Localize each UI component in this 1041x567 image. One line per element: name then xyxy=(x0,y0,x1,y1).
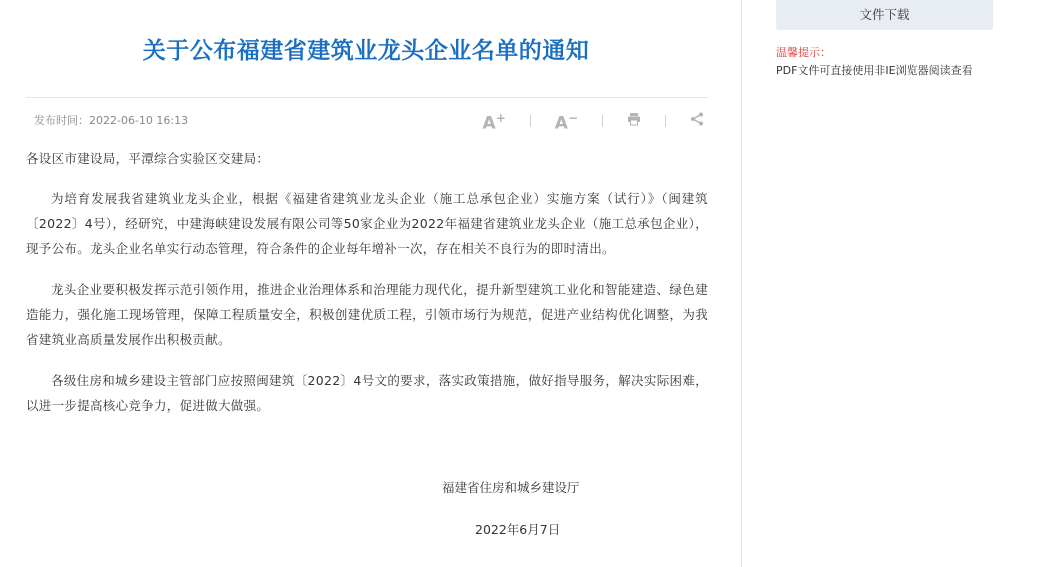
font-increase-sign: + xyxy=(495,111,506,126)
article-paragraph: 为培育发展我省建筑业龙头企业，根据《福建省建筑业龙头企业（施工总承包企业）实施方案（试行）》（闽建筑〔2022〕4号），经研究，中建海峡建设发展有限公司等50家企业为2022年福建省建筑业龙头企业（施工总承包企业），现予公布。龙头企业名单实行动态管理，符合条件的企业每年增补一次，存在相关不良行为的即时清出。 xyxy=(26,191,708,256)
file-download-button[interactable]: 文件下载 xyxy=(776,0,993,30)
share-icon[interactable] xyxy=(686,110,708,132)
toolbar-divider xyxy=(665,115,666,127)
font-decrease-button[interactable] xyxy=(551,107,582,135)
article-meta-bar xyxy=(26,97,708,143)
font-increase-label: A xyxy=(482,113,496,134)
publish-time-label: 发布时间： xyxy=(34,114,89,127)
font-decrease-label: A xyxy=(554,113,568,134)
publish-time-value: 2022-06-10 16:13 xyxy=(89,114,189,127)
tip-label: 温馨提示： xyxy=(776,46,831,59)
article-paragraph: 龙头企业要积极发挥示范引领作用，推进企业治理体系和治理能力现代化，提升新型建筑工业化和智能建造、绿色建造能力，强化施工现场管理，保障工程质量安全，积极创建优质工程，引领市场行为规范，促进产业结构优化调整，为我省建筑业高质量发展作出积极贡献。 xyxy=(26,282,708,347)
share-icon-glyph xyxy=(690,112,704,126)
print-icon[interactable] xyxy=(623,110,645,132)
article-title: 关于公布福建省建筑业龙头企业名单的通知 xyxy=(142,38,590,64)
toolbar-divider xyxy=(530,115,531,127)
font-decrease-sign: − xyxy=(567,111,578,126)
tip-text: PDF文件可直接使用非IE浏览器阅读查看 xyxy=(776,64,973,77)
print-icon-glyph xyxy=(627,112,641,126)
publish-time xyxy=(34,112,188,128)
article-body xyxy=(26,146,708,434)
sidebar xyxy=(743,0,1041,567)
font-increase-button[interactable] xyxy=(479,107,510,135)
article-toolbar xyxy=(479,110,708,132)
article-signature: 福建省住房和城乡建设厅 xyxy=(442,480,580,495)
toolbar-divider xyxy=(602,115,603,127)
article-paragraph: 各级住房和城乡建设主管部门应按照闽建筑〔2022〕4号文的要求，落实政策措施，做好指导服务，解决实际困难，以进一步提高核心竞争力，促进做大做强。 xyxy=(26,373,708,413)
article-date: 2022年6月7日 xyxy=(475,522,561,537)
article-greeting: 各设区市建设局，平潭综合实验区交建局： xyxy=(26,151,270,166)
